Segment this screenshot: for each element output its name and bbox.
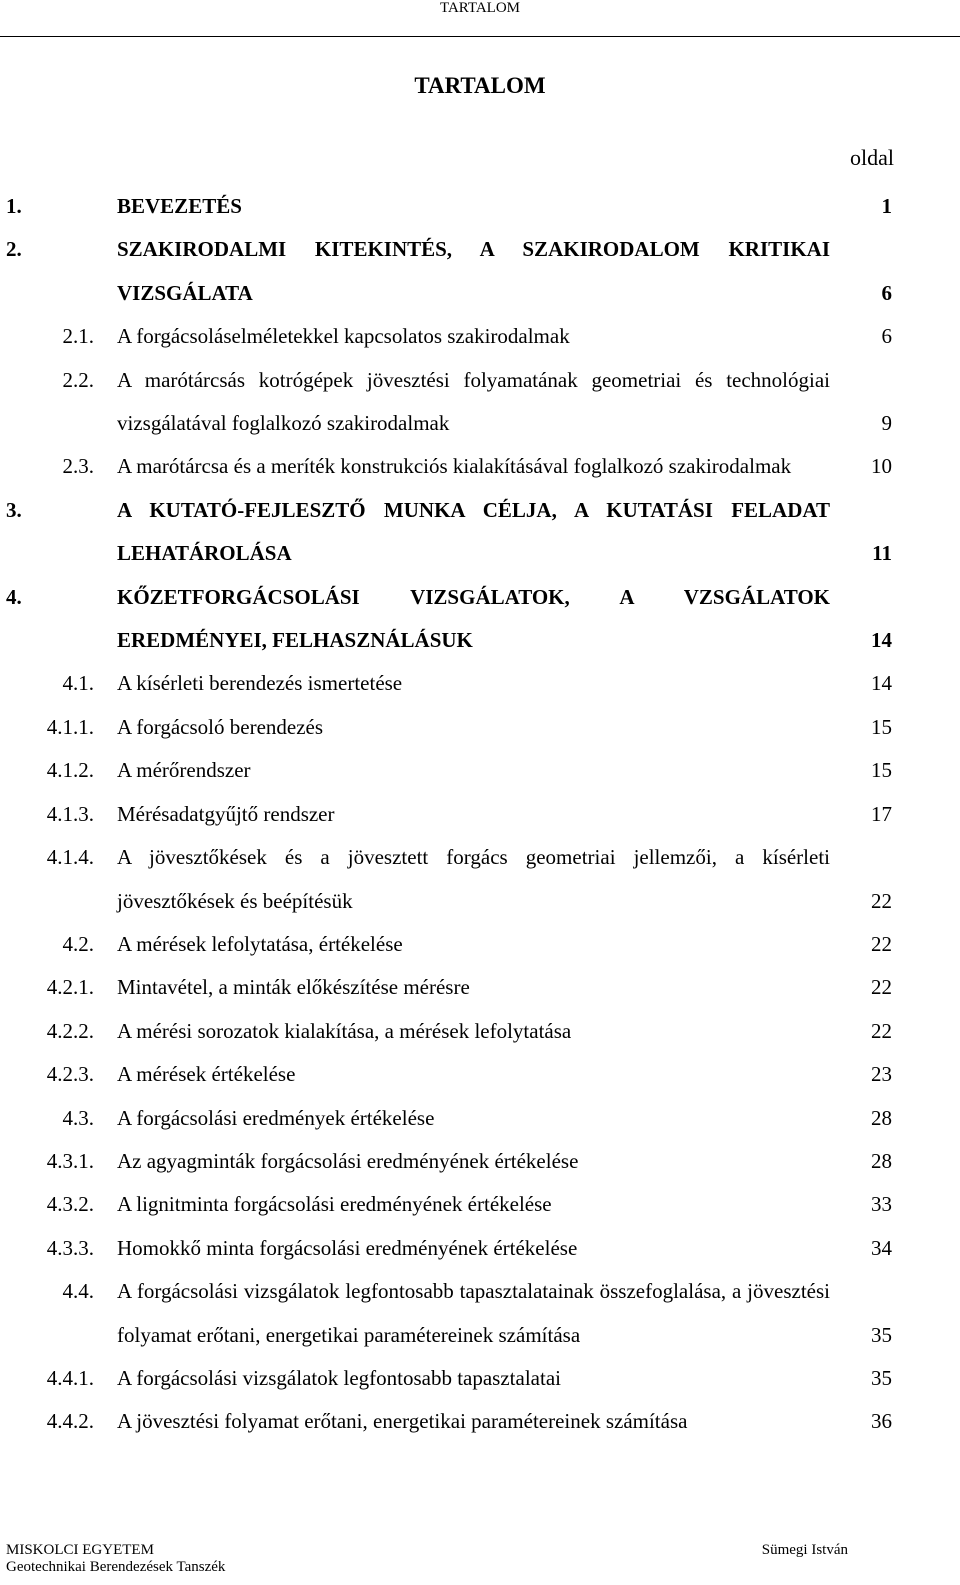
- toc-entry-number: 4.4.2.: [46, 1409, 94, 1434]
- toc-entry-page: 35: [871, 1365, 892, 1390]
- toc-entry-number: 1.: [6, 194, 22, 218]
- toc-entry-page: 14: [871, 671, 892, 696]
- page-column-label: oldal: [850, 145, 894, 170]
- toc-entry-title: A jövesztőkések és a jövesztett forgács geometriai jellemzői, a kísérleti jövesztőkések és beépítésük: [117, 845, 830, 913]
- toc-entry-title: Az agyagminták forgácsolási eredményének értékelése: [117, 1148, 579, 1173]
- toc-entry: [0, 836, 960, 923]
- table-of-contents: [0, 185, 960, 1444]
- toc-entry-page: 22: [871, 1018, 892, 1043]
- page-title: TARTALOM: [414, 73, 546, 98]
- toc-entry-number: 4.3.2.: [46, 1192, 94, 1217]
- toc-entry: [0, 576, 960, 663]
- toc-entry-number: 4.2.3.: [46, 1062, 94, 1087]
- toc-entry-title: A marótárcsa és a meríték konstrukciós kialakításával foglalkozó szakirodalmak: [117, 454, 792, 479]
- toc-entry-title: A forgácsoláselméletekkel kapcsolatos szakirodalmak: [117, 324, 570, 349]
- toc-entry-title: Mintavétel, a minták előkészítése mérésre: [117, 975, 470, 1000]
- toc-entry: [0, 185, 960, 228]
- toc-entry-page: 34: [871, 1235, 892, 1260]
- toc-entry-number: 4.4.1.: [46, 1365, 94, 1390]
- toc-entry-title: A forgácsolási eredmények értékelése: [117, 1105, 435, 1130]
- toc-entry: [0, 749, 960, 792]
- toc-entry-title: A mérések lefolytatása, értékelése: [117, 931, 403, 956]
- toc-entry-number: 4.2.: [62, 931, 94, 956]
- toc-entry-page: 6: [881, 280, 892, 305]
- header-divider: [0, 36, 960, 37]
- toc-entry-number: 2.: [6, 237, 22, 262]
- toc-entry-number: 4.1.2.: [46, 758, 94, 783]
- toc-entry-page: 23: [871, 1062, 892, 1087]
- toc-entry-number: 4.1.1.: [46, 714, 94, 739]
- toc-entry-number: 2.1.: [62, 324, 94, 349]
- footer-institution: MISKOLCI EGYETEM: [6, 1542, 154, 1558]
- toc-entry-title: A mérési sorozatok kialakítása, a mérések lefolytatása: [117, 1018, 572, 1043]
- toc-entry-page: 33: [871, 1192, 892, 1217]
- footer-author: Sümegi István: [761, 1542, 848, 1558]
- toc-entry-number: 4.1.4.: [46, 845, 94, 870]
- toc-entry-number: 4.1.3.: [46, 801, 94, 826]
- toc-entry-page: 28: [871, 1105, 892, 1130]
- toc-entry-title: A marótárcsás kotrógépek jövesztési folyamatának geometriai és technológiai vizsgálatával foglalkozó szakirodalmak: [117, 367, 830, 436]
- footer-affiliation: [6, 1542, 225, 1576]
- toc-entry: [0, 1183, 960, 1226]
- toc-entry: [0, 1140, 960, 1183]
- toc-entry-page: 15: [871, 758, 892, 783]
- toc-entry-number: 4.2.2.: [46, 1018, 94, 1043]
- toc-entry-page: 15: [871, 714, 892, 739]
- toc-entry-number: 4.3.: [62, 1105, 94, 1130]
- toc-entry-page: 10: [871, 454, 892, 479]
- toc-entry: [0, 923, 960, 966]
- toc-entry-page: 35: [871, 1322, 892, 1347]
- toc-entry-title: Mérésadatgyűjtő rendszer: [117, 801, 335, 826]
- toc-entry-page: 1: [881, 194, 892, 218]
- toc-entry-title: A KUTATÓ-FEJLESZTŐ MUNKA CÉLJA, A KUTATÁSI FELADAT LEHATÁROLÁSA: [117, 497, 830, 566]
- toc-entry-title: A forgácsoló berendezés: [117, 714, 324, 739]
- toc-entry-number: 4.1.: [62, 671, 94, 696]
- toc-entry-number: 2.3.: [62, 454, 94, 479]
- toc-entry: [0, 1400, 960, 1443]
- toc-entry-title: A forgácsolási vizsgálatok legfontosabb tapasztalatainak összefoglalása, a jövesztési folyamat erőtani, energetikai paramétereinek számítása: [117, 1279, 830, 1347]
- toc-entry-title: A kísérleti berendezés ismertetése: [117, 671, 403, 696]
- toc-entry-title: A forgácsolási vizsgálatok legfontosabb tapasztalatai: [117, 1365, 561, 1390]
- toc-entry: [0, 315, 960, 358]
- toc-entry: [0, 793, 960, 836]
- toc-entry: [0, 1227, 960, 1270]
- toc-entry: [0, 228, 960, 315]
- toc-entry-page: 17: [871, 801, 892, 826]
- toc-entry-number: 2.2.: [62, 367, 94, 392]
- toc-entry: [0, 445, 960, 488]
- running-header: TARTALOM: [439, 0, 521, 16]
- toc-entry-title: A jövesztési folyamat erőtani, energetikai paramétereinek számítása: [117, 1409, 688, 1434]
- toc-entry-number: 4.: [6, 584, 22, 609]
- toc-entry-title: KŐZETFORGÁCSOLÁSI VIZSGÁLATOK, A VZSGÁLATOK EREDMÉNYEI, FELHASZNÁLÁSUK: [117, 584, 830, 653]
- toc-entry-title: SZAKIRODALMI KITEKINTÉS, A SZAKIRODALOM KRITIKAI VIZSGÁLATA: [117, 237, 830, 305]
- toc-entry: [0, 1010, 960, 1053]
- toc-entry-title: Homokkő minta forgácsolási eredményének értékelése: [117, 1235, 578, 1260]
- toc-entry-page: 22: [871, 975, 892, 1000]
- toc-entry-number: 4.2.1.: [46, 975, 94, 1000]
- toc-entry-page: 11: [872, 541, 892, 566]
- toc-entry-page: 14: [871, 628, 892, 653]
- toc-entry-page: 6: [881, 324, 892, 349]
- toc-entry: [0, 1097, 960, 1140]
- toc-entry: [0, 1357, 960, 1400]
- toc-entry-number: 4.3.3.: [46, 1235, 94, 1260]
- toc-entry-number: 4.4.: [62, 1279, 94, 1304]
- toc-entry: [0, 966, 960, 1009]
- toc-entry: [0, 489, 960, 576]
- toc-entry-number: 4.3.1.: [46, 1148, 94, 1173]
- toc-entry: [0, 1270, 960, 1357]
- toc-entry: [0, 1053, 960, 1096]
- toc-entry: [0, 359, 960, 446]
- toc-entry-title: A lignitminta forgácsolási eredményének értékelése: [117, 1192, 552, 1217]
- footer-department: Geotechnikai Berendezések Tanszék: [6, 1559, 226, 1575]
- toc-entry: [0, 662, 960, 705]
- toc-entry-page: 36: [871, 1409, 892, 1434]
- toc-entry-title: A mérések értékelése: [117, 1062, 296, 1087]
- toc-entry-title: BEVEZETÉS: [117, 194, 242, 218]
- toc-entry-page: 28: [871, 1148, 892, 1173]
- toc-entry-title: A mérőrendszer: [117, 758, 251, 783]
- toc-entry: [0, 706, 960, 749]
- toc-entry-number: 3.: [6, 497, 22, 522]
- toc-entry-page: 9: [881, 411, 892, 436]
- toc-entry-page: 22: [871, 931, 892, 956]
- toc-entry-page: 22: [871, 888, 892, 913]
